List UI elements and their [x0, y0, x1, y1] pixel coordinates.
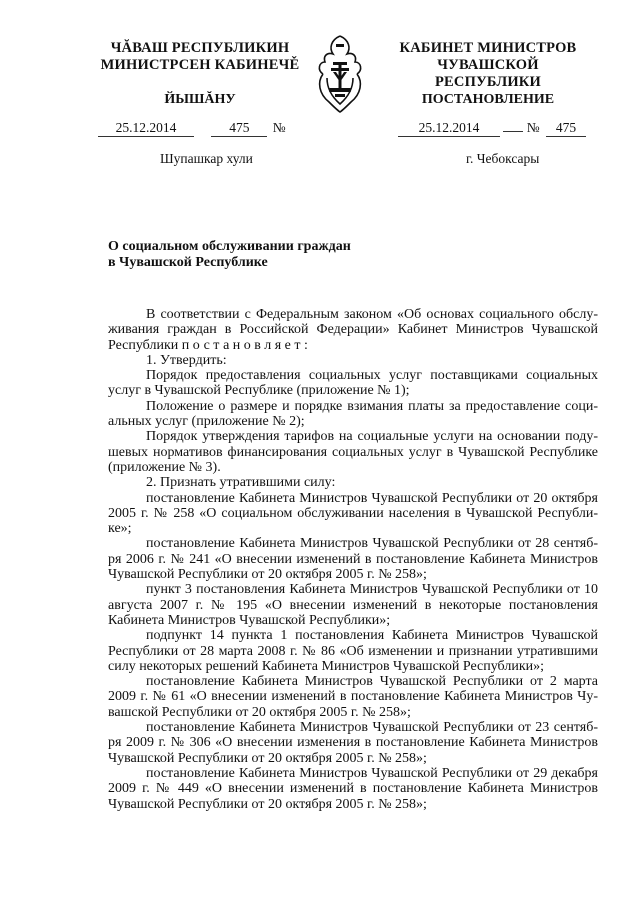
registration-number-left: 475 [211, 120, 267, 137]
paragraph-item-2: 2. Признать утратившими силу: [146, 475, 336, 491]
paragraph: подпункт 14 пункта 1 постановления Кабинета Министров Чувашской Республики от 28 марта 2008 г. № 86 «Об изменении и признании утратившими силу некоторых решений Кабинета Министров Чувашской Республики»; [108, 628, 598, 674]
paragraph: постановление Кабинета Министров Чувашской Республики от 23 сентяб-ря 2009 г. № 306 «О внесении изменения в постановление Кабинета Министров Чувашской Республики от 20 октября 2005 г. № 258»; [108, 720, 598, 766]
header-left-line1: ЧĂВАШ РЕСПУБЛИКИН [110, 40, 290, 56]
paragraph: постановление Кабинета Министров Чувашской Республики от 20 октября 2005 г. № 258 «О социальном обслуживании населения в Чувашской Республи-ке»; [108, 490, 598, 537]
number-sign-right: № [526, 120, 540, 135]
city-right: г. Чебоксары [466, 151, 540, 166]
paragraph-item-1: 1. Утвердить: [146, 352, 227, 368]
doc-type-left: ЙЫШĂНУ [164, 92, 236, 107]
registration-date-left: 25.12.2014 [98, 120, 194, 137]
registration-date-right: 25.12.2014 [398, 120, 500, 137]
paragraph: Порядок утверждения тарифов на социальные услуги на основании поду-шевых нормативов финансирования социальных услуг в Чувашской Республике (приложение № 3). [108, 429, 598, 475]
paragraph: постановление Кабинета Министров Чувашской Республики от 28 сентяб-ря 2006 г. № 241 «О внесении изменений в постановление Кабинета Министров Чувашской Республики от 20 октября 2005 г. № 258»; [108, 536, 598, 583]
paragraph: постановление Кабинета Министров Чувашской Республики от 29 декабря 2009 г. № 449 «О внесении изменений в постановление Кабинета Министров Чувашской Республики от 20 октября 2005 г. № 258»; [108, 765, 598, 812]
paragraph: постановление Кабинета Министров Чувашской Республики от 2 марта 2009 г. № 61 «О внесении изменений в постановление Кабинета Министров Чу-вашской Республики от 20 октября 2005 г. № 258»; [108, 674, 598, 720]
document-body [108, 307, 598, 812]
header-right-line1: КАБИНЕТ МИНИСТРОВ [399, 40, 577, 56]
doc-type-right: ПОСТАНОВЛЕНИЕ [421, 92, 555, 107]
registration-number-right: 475 [546, 120, 586, 137]
registration-left [98, 120, 286, 137]
header-left-line2: МИНИСТРСЕН КАБИНЕЧĚ [100, 57, 300, 73]
decree-word: постановляет: [181, 337, 312, 353]
city-left: Шупашкар хули [160, 151, 253, 166]
header-right [388, 40, 588, 91]
paragraph: Порядок предоставления социальных услуг поставщиками социальных услуг в Чувашской Республике (приложение № 1); [108, 368, 598, 399]
paragraph: Положение о размере и порядке взимания платы за предоставление соци-альных услуг (приложение № 2); [108, 398, 598, 430]
paragraph: пункт 3 постановления Кабинета Министров Чувашской Республики от 10 августа 2007 г. № 195 «О внесении изменений в некоторые постановления Кабинета Министров Чувашской Республики»; [108, 582, 598, 628]
header-left [100, 40, 300, 74]
registration-right [398, 120, 586, 137]
paragraph-preamble: В соответствии с Федеральным законом «Об основах социального обслу-живания граждан в Российской Федерации» Кабинет Министров Чувашской Республики постановляет: [108, 307, 598, 353]
header-right-line2: ЧУВАШСКОЙ РЕСПУБЛИКИ [434, 57, 542, 90]
chuvash-emblem-icon [303, 32, 377, 116]
title-line2: в Чувашской Республике [108, 255, 268, 270]
number-sign-left: № [272, 120, 286, 135]
title-line1: О социальном обслуживании граждан [108, 239, 351, 254]
document-title [108, 239, 388, 271]
